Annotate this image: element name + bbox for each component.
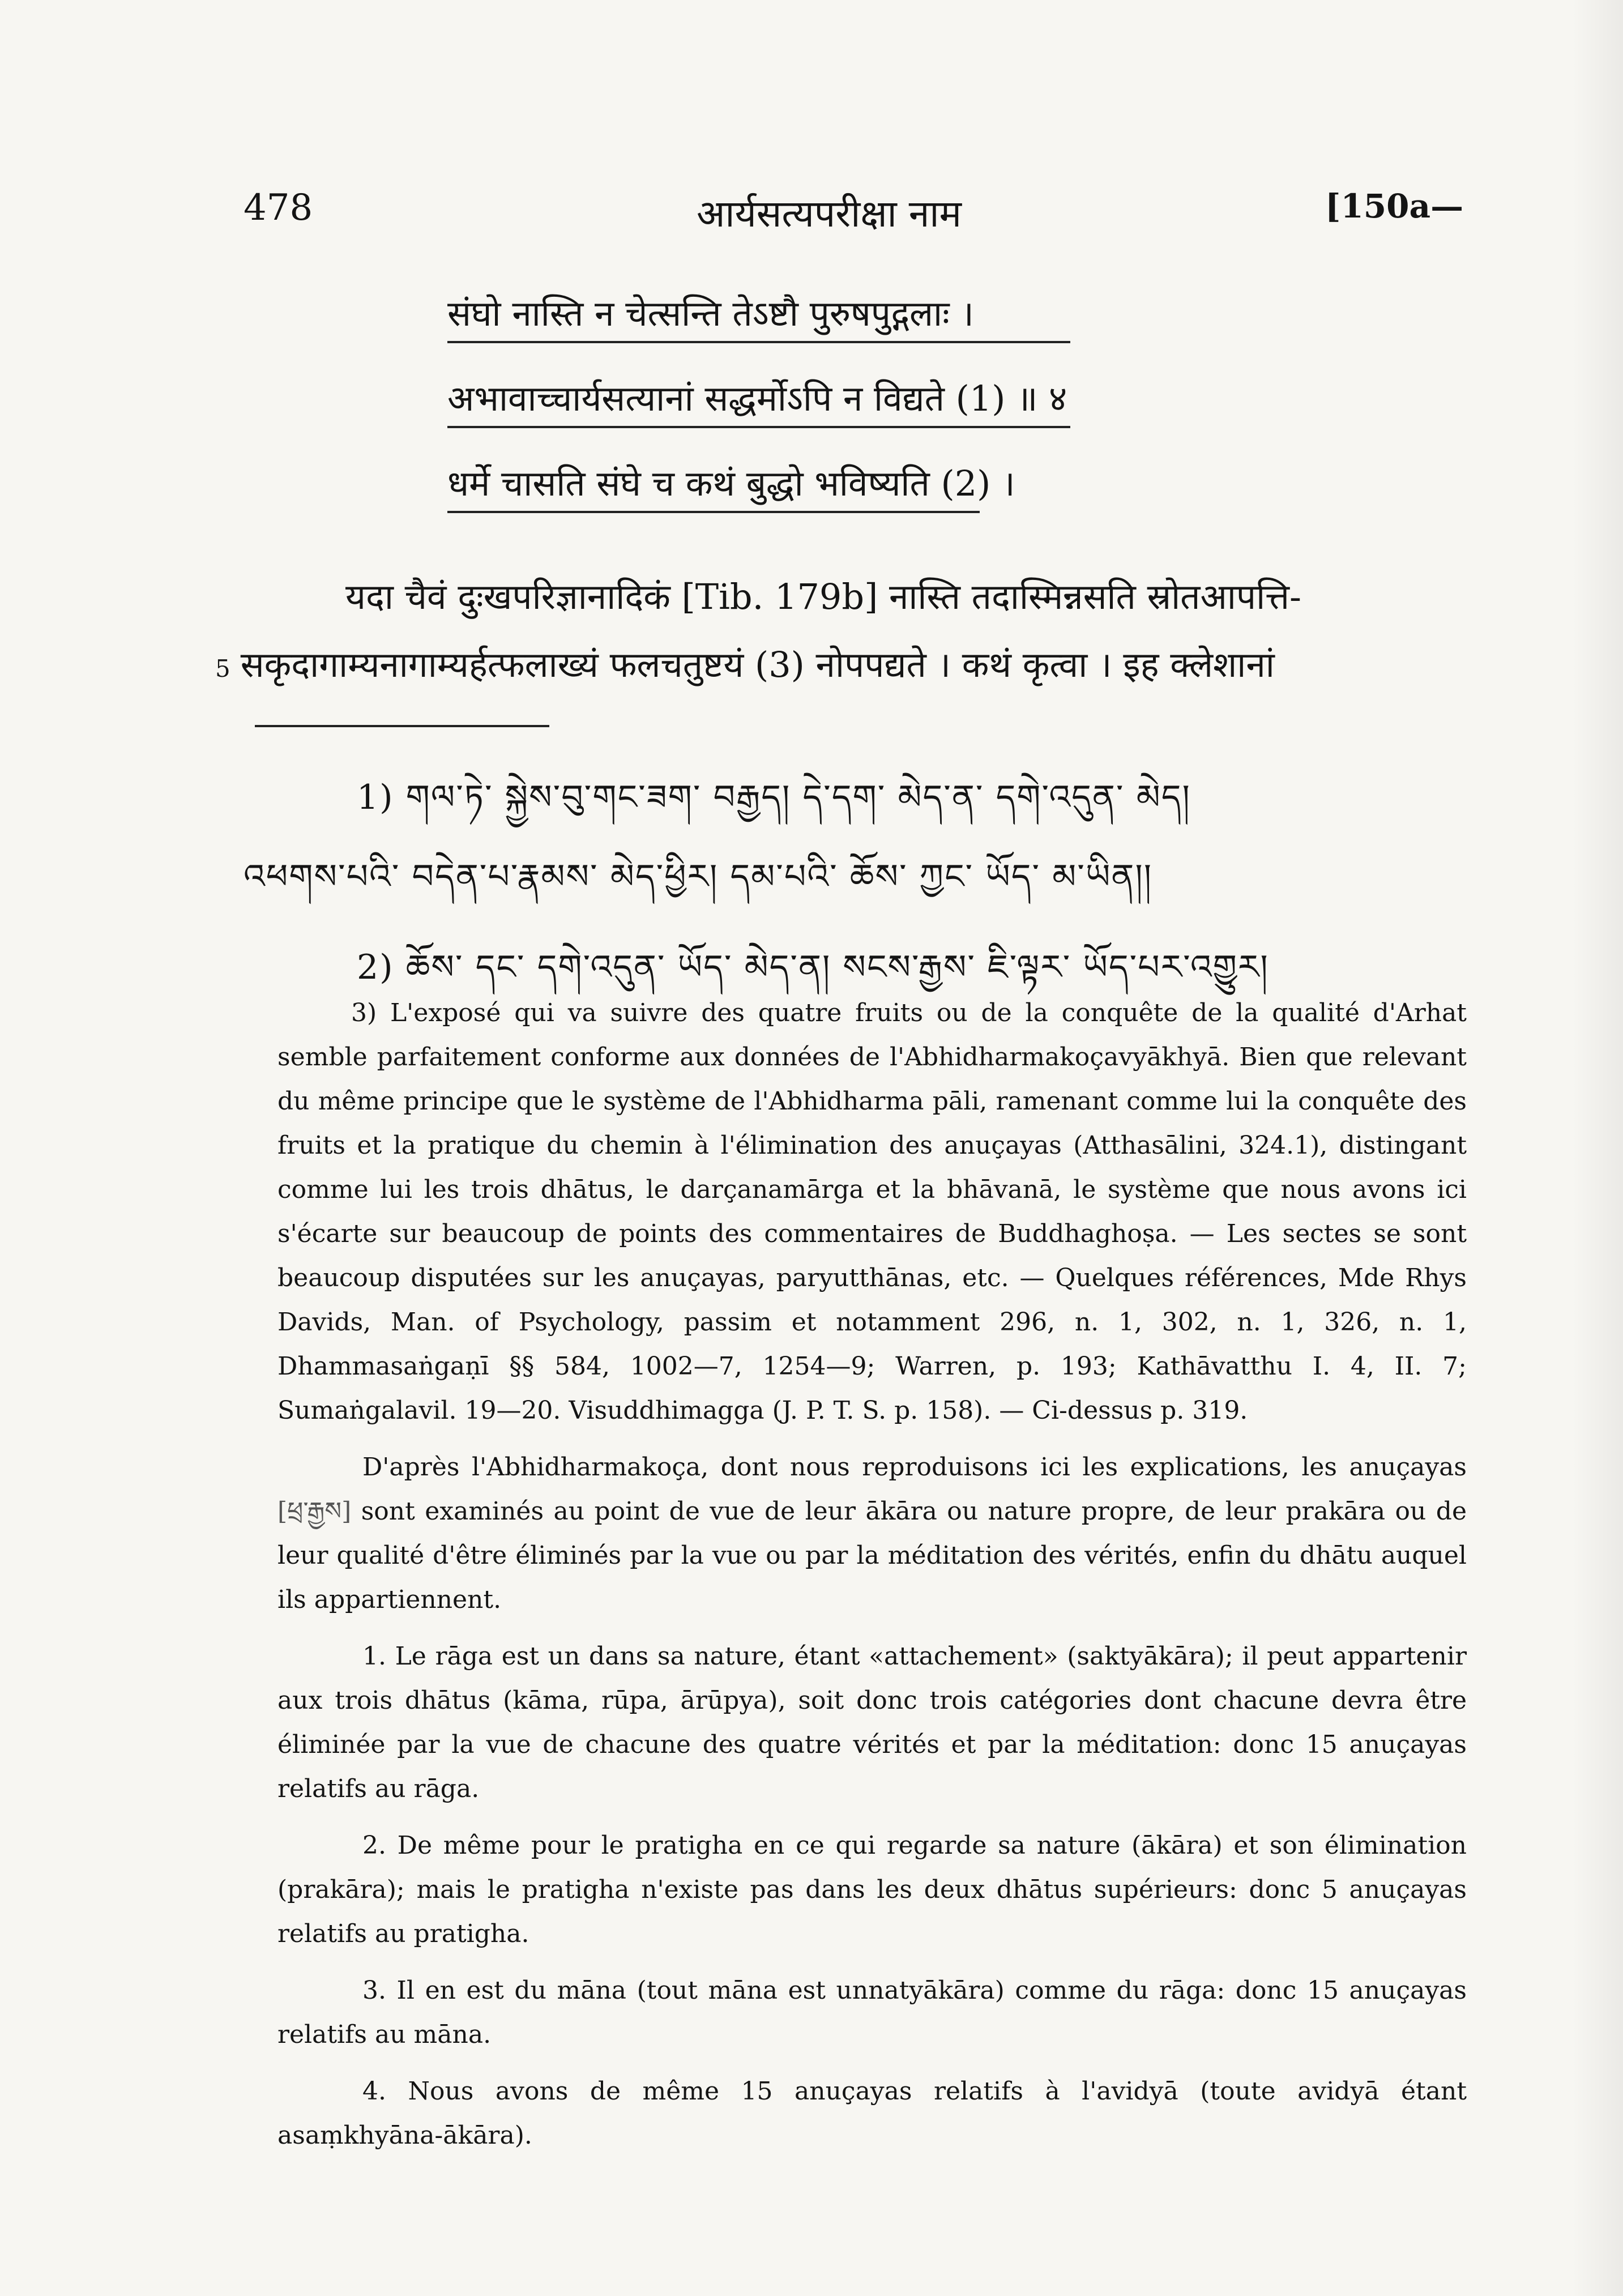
verse-underline-3 <box>447 511 980 513</box>
footnote-3 <box>277 991 1467 2170</box>
line-number: 5 <box>215 655 230 682</box>
running-title: आर्यसत्यपरीक्षा नाम <box>697 192 962 236</box>
tibetan-text: ཆོས་ དང་ དགེ་འདུན་ ཡོད་ མེད་ན། སངས་རྒྱས་ ཇི་ལྟར་ ཡོད་པར་འགྱུར། <box>405 948 1269 987</box>
verse-line-3: धर्मे चासति संघे च कथं बुद्धो भविष्यति (2) । <box>447 463 1015 504</box>
footnote-3-item-4: 4. Nous avons de même 15 anuçayas relatifs à l'avidyā (toute avidyā étant asaṃkhyāna-ākāra). <box>277 2077 1467 2150</box>
paragraph-text: D'après l'Abhidharmakoça, dont nous reproduisons ici les explications, les anuçayas <box>362 1453 1467 1482</box>
verse-underline-1 <box>447 341 1070 343</box>
tibetan-text: གལ་ཏེ་ སྐྱེས་བུ་གང་ཟག་ བརྒྱད། དེ་དག་ མེད་ན་ དགེ་འདུན་ མེད། <box>405 778 1191 817</box>
footnote-2-marker: 2) <box>357 948 394 987</box>
sanskrit-prose-line-2 <box>215 640 1275 688</box>
footnote-1-marker: 1) <box>357 778 394 817</box>
paragraph-text: sont examinés au point de vue de leur ākāra ou nature propre, de leur prakāra ou de leur qualité d'être éliminés par la vue ou par la méditation des vérités, enfin du dhātu auquel ils appartiennent. <box>277 1497 1467 1614</box>
footnote-3-item-1: 1. Le rāga est un dans sa nature, étant «attachement» (saktyākāra); il peut appartenir aux trois dhātus (kāma, rūpa, ārūpya), soit donc trois catégories dont chacune devra être éliminée par la vue de chacune des quatre vérités et par la méditation: donc 15 anuçayas relatifs au rāga. <box>277 1642 1467 1803</box>
tibetan-gloss: [ཕྲ་རྒྱས] <box>277 1497 352 1526</box>
sanskrit-prose-text: सकृदागाम्यनागाम्यर्हत्फलाख्यं फलचतुष्टयं (3) नोपपद्यते । कथं कृत्वा । इह क्लेशानां <box>240 644 1275 685</box>
section-marker: [150a— <box>1325 187 1464 225</box>
footnote-3-paragraph-1: 3) L'exposé qui va suivre des quatre fruits ou de la conquête de la qualité d'Arhat semble parfaitement conforme aux données de l'Abhidharmakoçavyākhyā. Bien que relevant du même principe que le système de l'Abhidharma pāli, ramenant comme lui la conquête des fruits et la pratique du chemin à l'élimination des anuçayas (Atthasālini, 324.1), distingant comme lui les trois dhātus, le darçanamārga et la bhāvanā, le système que nous avons ici s'écarte sur beaucoup de points des commentaires de Buddhaghoṣa. — Les sectes se sont beaucoup disputées sur les anuçayas, paryutthānas, etc. — Quelques références, Mde Rhys Davids, Man. of Psychology, passim et notamment 296, n. 1, 302, n. 1, 326, n. 1, Dhammasaṅgaṇī §§ 584, 1002—7, 1254—9; Warren, p. 193; Kathāvatthu I. 4, II. 7; Sumaṅgalavil. 19—20. Visuddhimagga (J. P. T. S. p. 158). — Ci-dessus p. 319. <box>277 998 1467 1425</box>
footnote-separator <box>255 725 549 727</box>
verse-underline-2 <box>447 426 1070 428</box>
sanskrit-prose-line-1: यदा चैवं दुःखपरिज्ञानादिकं [Tib. 179b] नास्ति तदास्मिन्नसति स्रोतआपत्ति- <box>345 576 1301 617</box>
tibetan-footnote-1-line-2: འཕགས་པའི་ བདེན་པ་རྣམས་ མེད་ཕྱིར། དམ་པའི་ ཆོས་ ཀྱང་ ཡོད་ མ་ཡིན།། <box>244 857 1153 897</box>
footnote-3-item-2: 2. De même pour le pratigha en ce qui regarde sa nature (ākāra) et son élimination (prakāra); mais le pratigha n'existe pas dans les deux dhātus supérieurs: donc 5 anuçayas relatifs au pratigha. <box>277 1831 1467 1948</box>
verse-line-2: अभावाच्चार्यसत्यानां सद्धर्मोऽपि न विद्यते (1) ॥ ४ <box>447 378 1067 419</box>
verse-line-1: संघो नास्ति न चेत्सन्ति तेऽष्टौ पुरुषपुद्गलाः । <box>447 293 974 334</box>
page-number: 478 <box>244 187 313 229</box>
footnote-3-item-3: 3. Il en est du māna (tout māna est unnatyākāra) comme du rāga: donc 15 anuçayas relatifs au māna. <box>277 1976 1467 2049</box>
scan-edge <box>1572 0 1623 2296</box>
footnote-3-paragraph-2 <box>277 1445 1467 1622</box>
